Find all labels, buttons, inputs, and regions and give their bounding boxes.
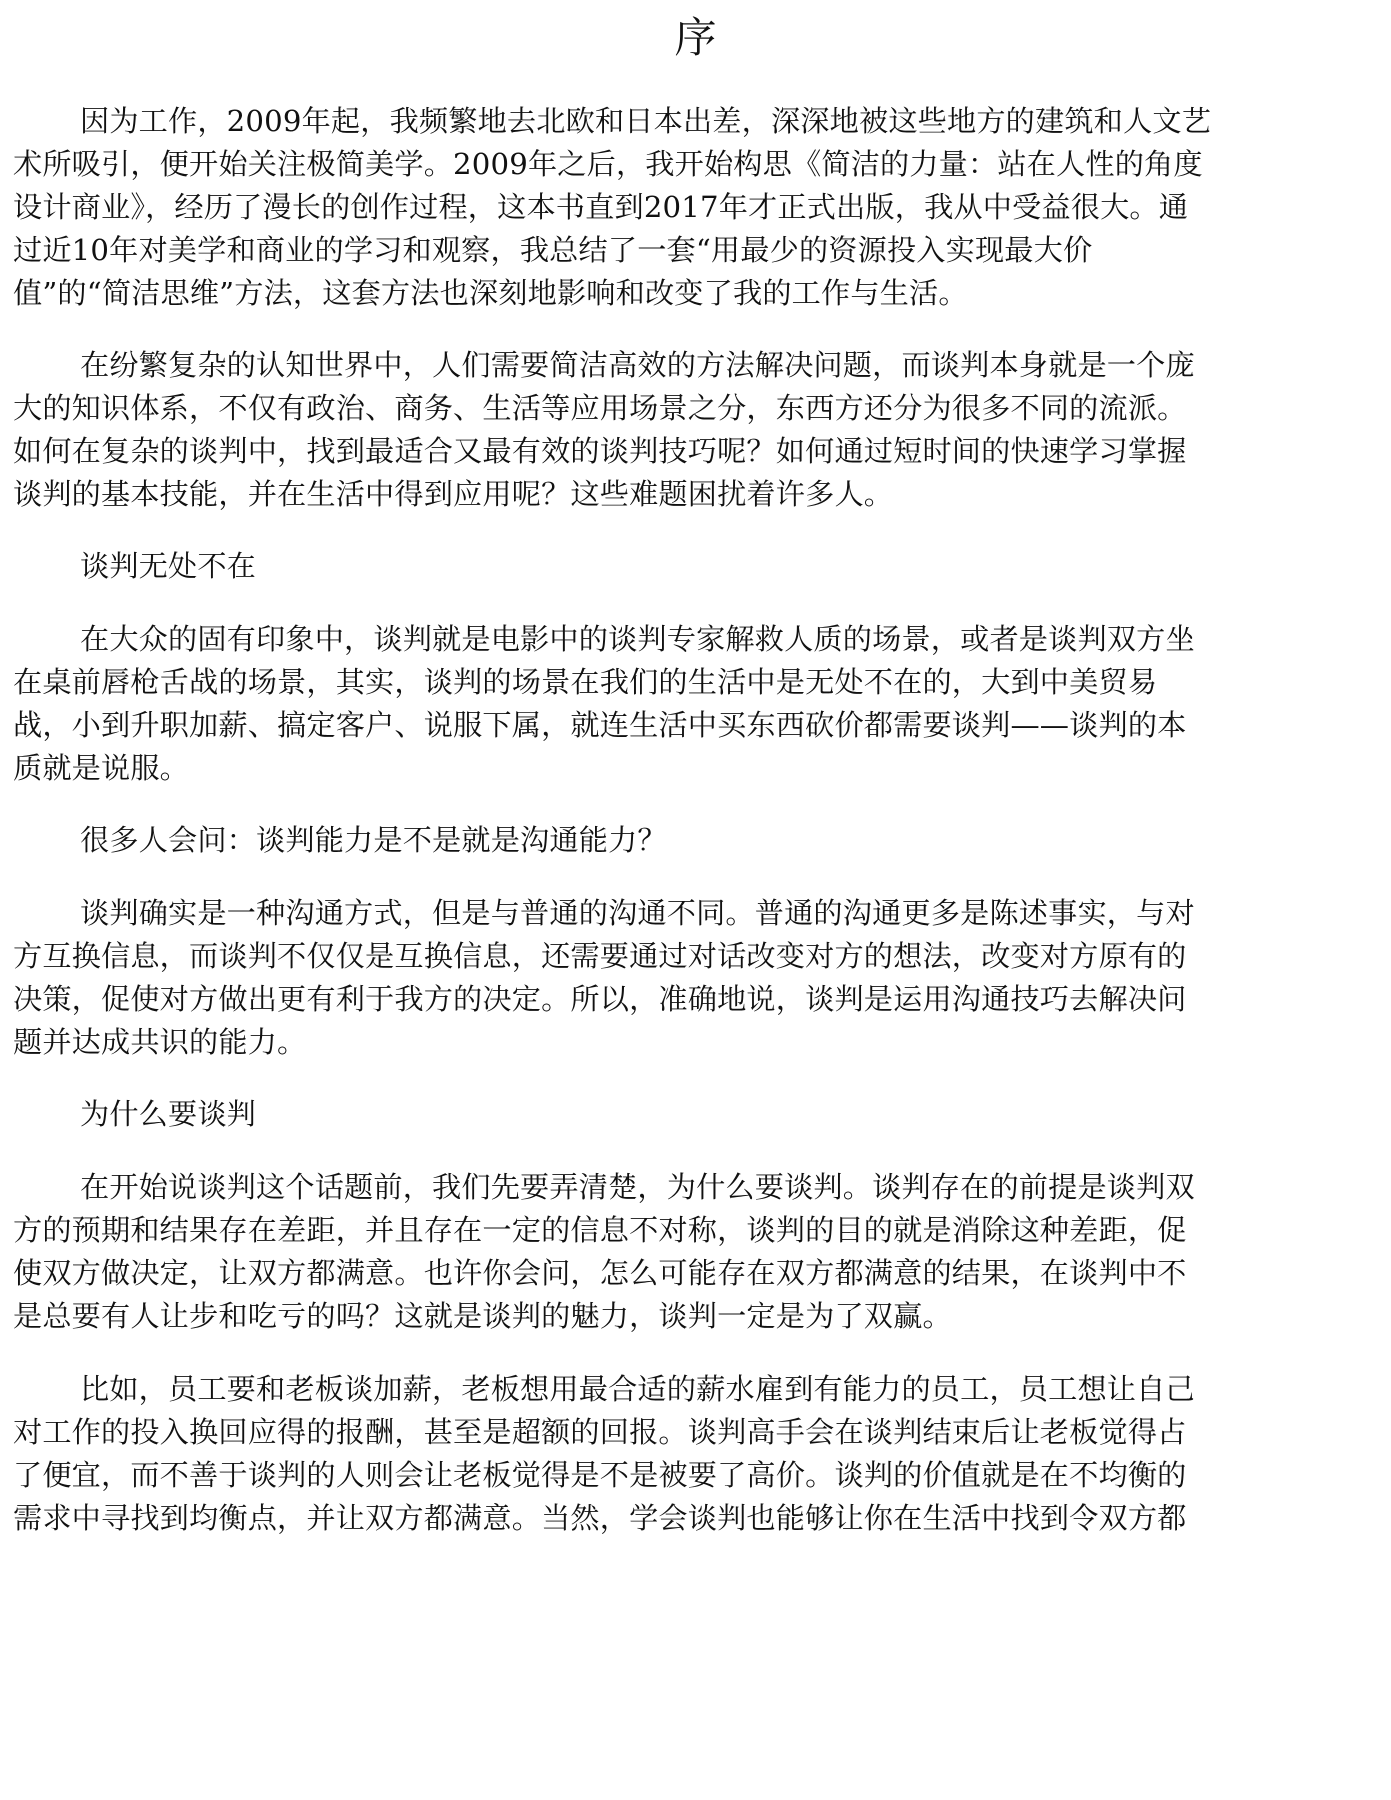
paragraph-line: 使双方做决定，让双方都满意。也许你会问，怎么可能存在双方都满意的结果，在谈判中不	[13, 1256, 1187, 1290]
paragraph-line: 需求中寻找到均衡点，并让双方都满意。当然，学会谈判也能够让你在生活中找到令双方都	[13, 1501, 1187, 1535]
paragraph-line: 在桌前唇枪舌战的场景，其实，谈判的场景在我们的生活中是无处不在的，大到中美贸易	[13, 665, 1158, 699]
paragraph-line: 在纷繁复杂的认知世界中，人们需要简洁高效的方法解决问题，而谈判本身就是一个庞	[80, 348, 1195, 382]
paragraph-line: 在开始说谈判这个话题前，我们先要弄清楚，为什么要谈判。谈判存在的前提是谈判双	[80, 1170, 1195, 1204]
paragraph-line: 战，小到升职加薪、搞定客户、说服下属，就连生活中买东西砍价都需要谈判——谈判的本	[13, 708, 1187, 742]
paragraph-line: 大的知识体系，不仅有政治、商务、生活等应用场景之分，东西方还分为很多不同的流派。	[13, 391, 1187, 425]
paragraph-line: 术所吸引，便开始关注极简美学。2009年之后，我开始构思《简洁的力量：站在人性的角度	[13, 147, 1203, 181]
paragraph-line: 质就是说服。	[13, 751, 190, 785]
paragraph-line: 方互换信息，而谈判不仅仅是互换信息，还需要通过对话改变对方的想法，改变对方原有的	[13, 939, 1187, 973]
paragraph-line: 了便宜，而不善于谈判的人则会让老板觉得是不是被要了高价。谈判的价值就是在不均衡的	[13, 1458, 1187, 1492]
paragraph-line: 设计商业》，经历了漫长的创作过程，这本书直到2017年才正式出版，我从中受益很大。通	[13, 190, 1189, 224]
paragraph-line: 是总要有人让步和吃亏的吗？这就是谈判的魅力，谈判一定是为了双赢。	[13, 1299, 952, 1333]
paragraph-line: 题并达成共识的能力。	[13, 1025, 307, 1059]
page-title: 序	[674, 13, 717, 62]
paragraph-line: 在大众的固有印象中，谈判就是电影中的谈判专家解救人质的场景，或者是谈判双方坐	[80, 622, 1195, 656]
paragraph-line: 对工作的投入换回应得的报酬，甚至是超额的回报。谈判高手会在谈判结束后让老板觉得占	[13, 1415, 1187, 1449]
section-heading: 为什么要谈判	[80, 1097, 257, 1131]
section-heading: 谈判无处不在	[80, 549, 257, 583]
paragraph-line: 决策，促使对方做出更有利于我方的决定。所以，准确地说，谈判是运用沟通技巧去解决问	[13, 982, 1187, 1016]
paragraph-line: 值”的“简洁思维”方法，这套方法也深刻地影响和改变了我的工作与生活。	[13, 276, 968, 310]
paragraph-line: 因为工作，2009年起，我频繁地去北欧和日本出差，深深地被这些地方的建筑和人文艺	[80, 104, 1212, 138]
paragraph-line: 如何在复杂的谈判中，找到最适合又最有效的谈判技巧呢？如何通过短时间的快速学习掌握	[13, 434, 1187, 468]
paragraph-line: 方的预期和结果存在差距，并且存在一定的信息不对称，谈判的目的就是消除这种差距，促	[13, 1213, 1187, 1247]
paragraph-line: 过近10年对美学和商业的学习和观察，我总结了一套“用最少的资源投入实现最大价	[13, 233, 1093, 267]
paragraph-line: 谈判确实是一种沟通方式，但是与普通的沟通不同。普通的沟通更多是陈述事实，与对	[80, 896, 1195, 930]
paragraph-line: 很多人会问：谈判能力是不是就是沟通能力？	[80, 823, 667, 857]
paragraph-line: 谈判的基本技能，并在生活中得到应用呢？这些难题困扰着许多人。	[13, 477, 894, 511]
paragraph-line: 比如，员工要和老板谈加薪，老板想用最合适的薪水雇到有能力的员工，员工想让自己	[80, 1372, 1195, 1406]
